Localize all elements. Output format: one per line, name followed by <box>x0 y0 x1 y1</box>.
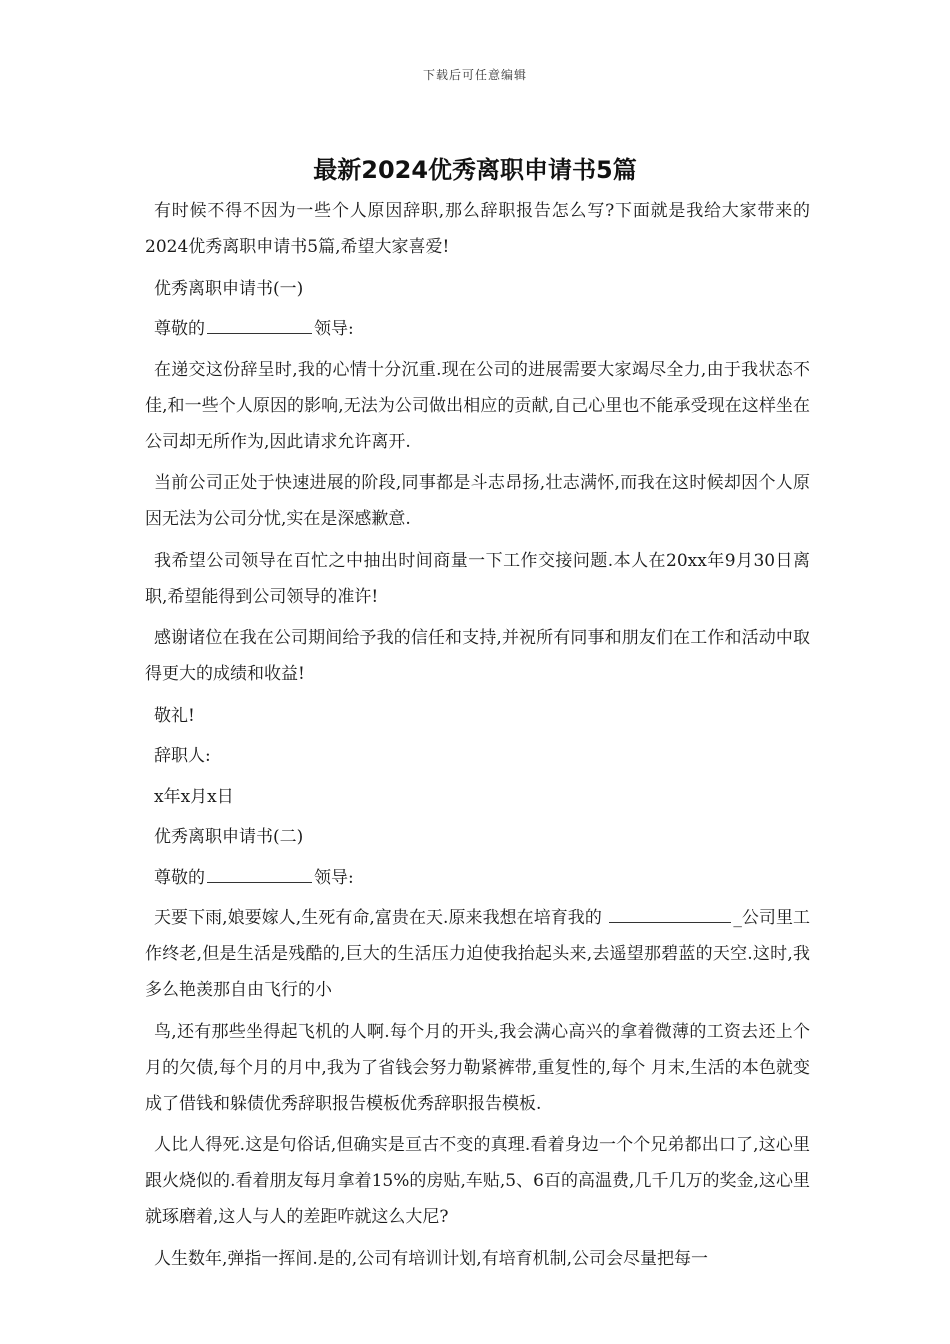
section-heading-1: 优秀离职申请书(一) <box>154 278 304 299</box>
salutation-1-pre: 尊敬的 <box>154 319 205 339</box>
salutation-2-pre: 尊敬的 <box>154 867 205 888</box>
salutation-1 <box>145 311 810 347</box>
paragraph-5-post: _公司里工作终老,但是生活是残酷的,巨大的生活压力迫使我抬起头来,去遥望那碧蓝的天空.这时,我多么艳羡那自由飞行的小 <box>145 908 811 1000</box>
document-body <box>145 193 810 1282</box>
section-heading-2: 优秀离职申请书(二) <box>154 827 304 847</box>
paragraph-5 <box>145 900 810 1008</box>
paragraph-2: 当前公司正处于快速进展的阶段,同事都是斗志昂扬,壮志满怀,而我在这时候却因个人原因无法为公司分忧,实在是深感歉意. <box>145 473 810 529</box>
salutation-1-post: 领导: <box>314 319 354 339</box>
paragraph-5-pre: 天要下雨,娘要嫁人,生死有命,富贵在天.原来我想在培育我的 <box>154 908 602 928</box>
header-note: 下载后可任意编辑 <box>422 68 527 82</box>
fill-in-blank <box>609 921 731 923</box>
salutation-2-post: 领导: <box>314 867 354 888</box>
date: x年x月x日 <box>154 786 234 807</box>
salutation-2 <box>145 860 810 896</box>
closing: 敬礼! <box>154 705 195 726</box>
paragraph-6: 鸟,还有那些坐得起飞机的人啊.每个月的开头,我会满心高兴的拿着微薄的工资去还上个月的欠债,每个月的月中,我为了省钱会努力勒紧裤带,重复性的,每个 月末,生活的本色就变成了借钱和躲债优秀辞职报告模板优秀辞职报告模板. <box>145 1021 810 1114</box>
fill-in-blank <box>207 881 312 883</box>
signer: 辞职人: <box>154 746 211 766</box>
paragraph-7: 人比人得死.这是句俗话,但确实是亘古不变的真理.看着身边一个个兄弟都出口了,这心里跟火烧似的.看着朋友每月拿着15%的房贴,车贴,5、6百的高温费,几千几万的奖金,这心里就琢磨着,这人与人的差距咋就这么大尼? <box>145 1135 810 1227</box>
paragraph-3: 我希望公司领导在百忙之中抽出时间商量一下工作交接问题.本人在20xx年9月30日离职,希望能得到公司领导的准许! <box>145 550 810 607</box>
fill-in-blank <box>207 332 312 334</box>
page-title: 最新2024优秀离职申请书5篇 <box>313 156 637 184</box>
paragraph-1: 在递交这份辞呈时,我的心情十分沉重.现在公司的进展需要大家竭尽全力,由于我状态不佳,和一些个人原因的影响,无法为公司做出相应的贡献,自己心里也不能承受现在这样坐在公司却无所作为,因此请求允许离开. <box>145 359 810 452</box>
paragraph-intro: 有时候不得不因为一些个人原因辞职,那么辞职报告怎么写?下面就是我给大家带来的2024优秀离职申请书5篇,希望大家喜爱! <box>145 201 810 257</box>
paragraph-8: 人生数年,弹指一挥间.是的,公司有培训计划,有培育机制,公司会尽量把每一 <box>154 1248 709 1269</box>
paragraph-4: 感谢诸位在我在公司期间给予我的信任和支持,并祝所有同事和朋友们在工作和活动中取得更大的成绩和收益! <box>145 628 810 684</box>
